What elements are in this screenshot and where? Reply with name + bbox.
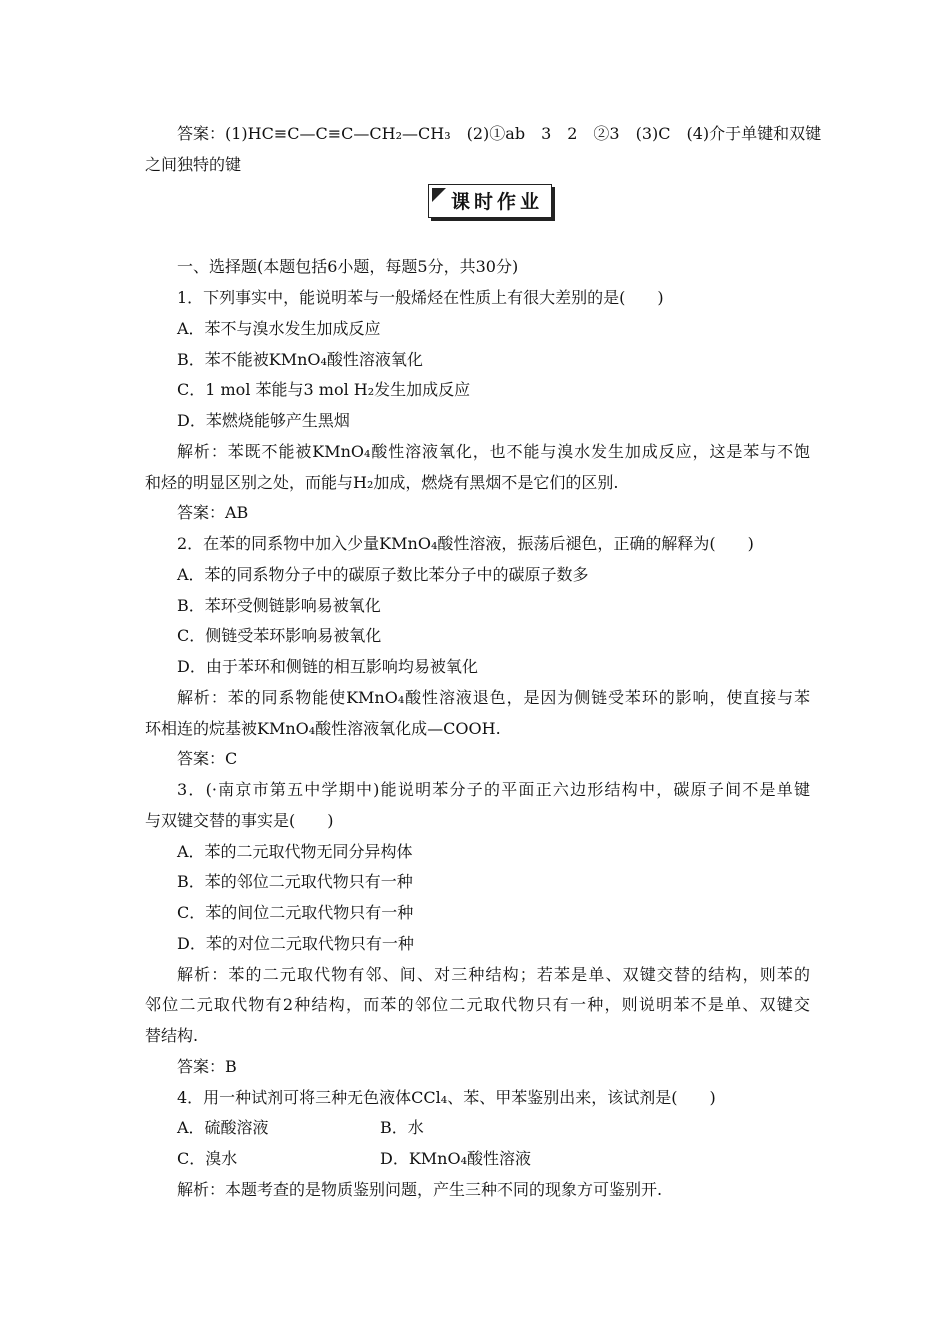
q1-option-b: B．苯不能被KMnO₄酸性溶液氧化 xyxy=(177,350,423,369)
q1-analysis-line1: 解析：苯既不能被KMnO₄酸性溶液氧化，也不能与溴水发生加成反应，这是苯与不饱 xyxy=(177,442,810,461)
q3-option-c: C．苯的间位二元取代物只有一种 xyxy=(177,903,414,922)
q3-stem-line2: 与双键交替的事实是( ) xyxy=(145,811,334,830)
top-answer-line1: 答案：(1)HC≡C—C≡C—CH₂—CH₃ (2)①ab 3 2 ②3 (3)C (4)介于单键和双键 xyxy=(177,124,822,143)
q3-analysis-line2: 邻位二元取代物有2种结构，而苯的邻位二元取代物只有一种，则说明苯不是单、双键交 xyxy=(145,995,810,1014)
q3-option-a: A．苯的二元取代物无同分异构体 xyxy=(177,842,413,861)
q4-option-c: C．溴水 xyxy=(177,1149,238,1168)
q3-stem-line1: 3．(·南京市第五中学期中)能说明苯分子的平面正六边形结构中，碳原子间不是单键 xyxy=(177,780,810,799)
q2-analysis-line1: 解析：苯的同系物能使KMnO₄酸性溶液退色，是因为侧链受苯环的影响，使直接与苯 xyxy=(177,688,810,707)
q3-analysis-line3: 替结构. xyxy=(145,1026,199,1045)
banner-title: 课时作业 xyxy=(451,191,544,213)
section-banner xyxy=(428,184,554,222)
q4-option-b: B．水 xyxy=(380,1118,424,1137)
q1-stem: 1．下列事实中，能说明苯与一般烯烃在性质上有很大差别的是( ) xyxy=(177,288,664,307)
q1-answer: 答案：AB xyxy=(177,503,249,522)
q4-stem: 4．用一种试剂可将三种无色液体CCl₄、苯、甲苯鉴别出来，该试剂是( ) xyxy=(177,1088,716,1107)
q2-analysis-line2: 环相连的烷基被KMnO₄酸性溶液氧化成—COOH. xyxy=(145,719,501,738)
q1-option-d: D．苯燃烧能够产生黑烟 xyxy=(177,411,350,430)
q2-option-a: A．苯的同系物分子中的碳原子数比苯分子中的碳原子数多 xyxy=(177,565,589,584)
q1-option-a: A．苯不与溴水发生加成反应 xyxy=(177,319,381,338)
q4-options-row1 xyxy=(177,1118,810,1138)
q2-option-c: C．侧链受苯环影响易被氧化 xyxy=(177,626,382,645)
q3-analysis-line1: 解析：苯的二元取代物有邻、间、对三种结构；若苯是单、双键交替的结构，则苯的 xyxy=(177,965,810,984)
q3-option-d: D．苯的对位二元取代物只有一种 xyxy=(177,934,414,953)
q4-option-d: D．KMnO₄酸性溶液 xyxy=(380,1149,532,1168)
q4-options-row2 xyxy=(177,1149,810,1169)
section-heading: 一、选择题(本题包括6小题，每题5分，共30分) xyxy=(177,257,519,276)
top-answer-line2: 之间独特的键 xyxy=(145,155,242,174)
q2-option-b: B．苯环受侧链影响易被氧化 xyxy=(177,596,381,615)
q1-analysis-line2: 和烃的明显区别之处，而能与H₂加成，燃烧有黑烟不是它们的区别. xyxy=(145,473,619,492)
banner-corner-mark xyxy=(432,188,446,202)
banner-frame xyxy=(428,184,552,218)
q4-option-a: A．硫酸溶液 xyxy=(177,1118,269,1137)
q2-option-d: D．由于苯环和侧链的相互影响均易被氧化 xyxy=(177,657,478,676)
q3-option-b: B．苯的邻位二元取代物只有一种 xyxy=(177,872,413,891)
q1-option-c: C．1 mol 苯能与3 mol H₂发生加成反应 xyxy=(177,380,471,399)
q2-answer: 答案：C xyxy=(177,749,238,768)
q3-answer: 答案：B xyxy=(177,1057,237,1076)
q4-analysis: 解析：本题考查的是物质鉴别问题，产生三种不同的现象方可鉴别开. xyxy=(177,1180,663,1199)
q2-stem: 2．在苯的同系物中加入少量KMnO₄酸性溶液，振荡后褪色，正确的解释为( ) xyxy=(177,534,754,553)
